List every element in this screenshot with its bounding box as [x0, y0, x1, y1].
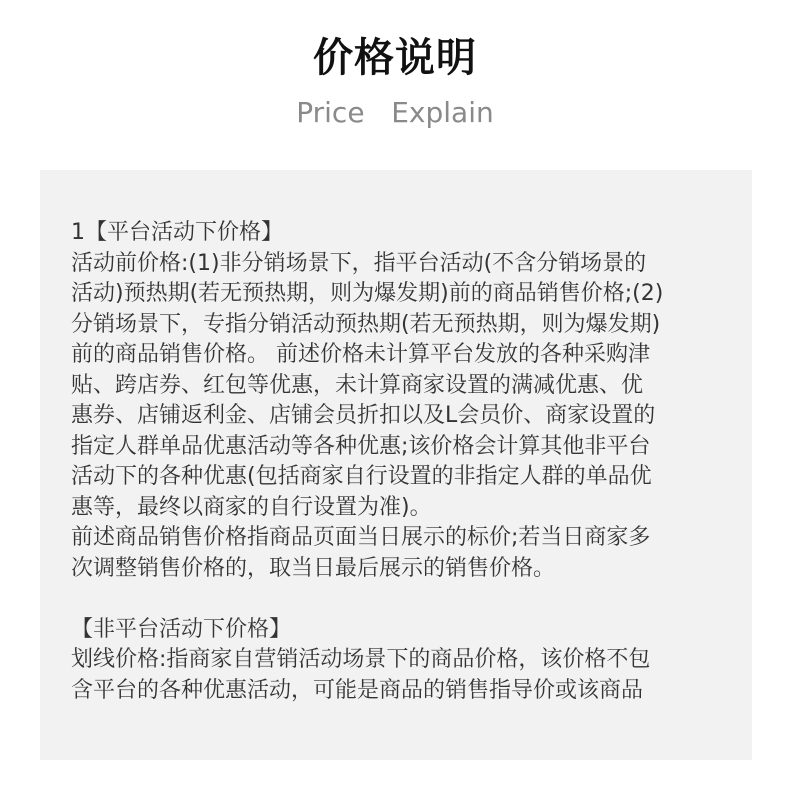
section-spacer [71, 584, 731, 615]
section-heading-platform: 1【平台活动下价格】 [71, 220, 283, 245]
paragraph-line: 活动下的各种优惠(包括商家自行设置的非指定人群的单品优 [71, 464, 652, 489]
paragraph-line: 活动)预热期(若无预热期，则为爆发期)前的商品销售价格;(2) [71, 281, 664, 306]
paragraph-line: 分销场景下，专指分销活动预热期(若无预热期，则为爆发期) [71, 311, 661, 337]
paragraph-line: 前的商品销售价格。 前述价格未计算平台发放的各种采购津 [71, 342, 650, 367]
paragraph-line: 惠等，最终以商家的自行设置为准)。 [71, 494, 432, 520]
page-title: 价格说明 [313, 35, 477, 81]
paragraph-line: 贴、跨店券、红包等优惠，未计算商家设置的满减优惠、优 [71, 372, 644, 398]
price-explanation-content [71, 218, 731, 706]
page-subtitle: Price Explain [296, 96, 494, 129]
paragraph-line: 前述商品销售价格指商品页面当日展示的标价;若当日商家多 [71, 525, 651, 550]
paragraph-line: 划线价格:指商家自营销活动场景下的商品价格，该价格不包 [71, 647, 651, 672]
price-explanation-panel [40, 170, 752, 760]
paragraph-line: 活动前价格:(1)非分销场景下，指平台活动(不含分销场景的 [71, 250, 647, 276]
paragraph-line: 惠券、店铺返利金、店铺会员折扣以及L会员价、商家设置的 [71, 403, 656, 428]
paragraph-line: 指定人群单品优惠活动等各种优惠;该价格会计算其他非平台 [71, 433, 651, 459]
paragraph-line: 次调整销售价格的，取当日最后展示的销售价格。 [71, 555, 556, 581]
section-heading-non-platform: 【非平台活动下价格】 [71, 616, 292, 642]
paragraph-line: 含平台的各种优惠活动，可能是商品的销售指导价或该商品 [71, 677, 644, 703]
